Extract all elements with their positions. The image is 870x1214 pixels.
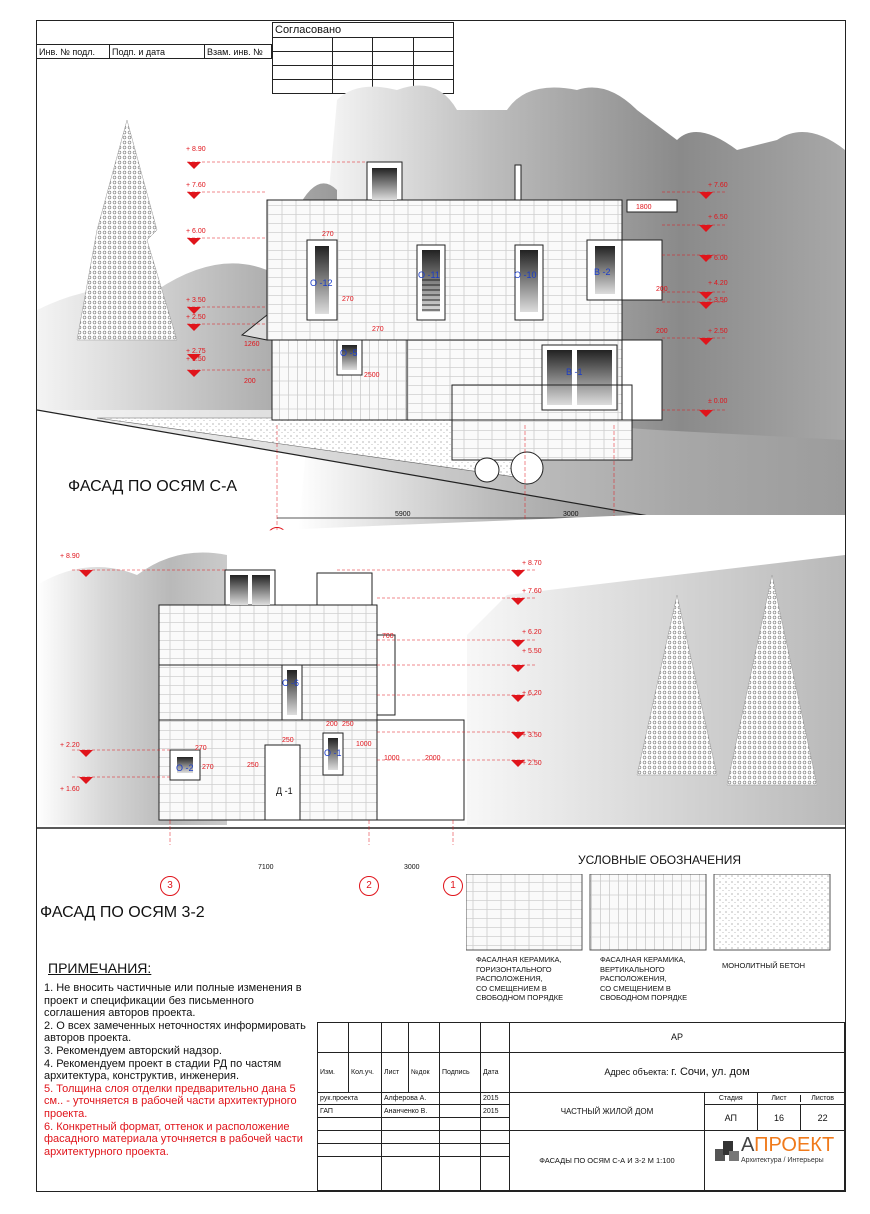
legend-item-1: ФАСАЛНАЯ КЕРАМИКА, ВЕРТИКАЛЬНОГО РАСПОЛОЖЕНИЯ, СО СМЕЩЕНИЕМ В СВОБОДНОМ ПОРЯДКЕ [600,955,688,1002]
dim-top-5: 2500 [364,372,380,379]
note-1: 1. Не вносить частичные или полные изменения в проект и спецификации без письменного соглашения авторов проекта. [44,982,302,1020]
dim-top-3000: 3000 [563,511,579,518]
level-left-1: + 7.60 [186,182,206,189]
tb-stage-v2: 22 [817,1112,828,1123]
dim-top-1: 270 [342,296,354,303]
note-3: 3. Рекомендуем авторский надзор. [44,1044,222,1057]
tb-h-doc: №док [409,1052,440,1092]
b-level-right-1: + 7.60 [522,588,542,595]
window-o10: О -10 [514,270,537,280]
notes-title: ПРИМЕЧАНИЯ: [48,960,152,976]
tb-h-kol: Кол.уч. [349,1052,382,1092]
axis-2: 2 [359,876,379,896]
window-o5: О -5 [340,348,358,358]
level-left-6: + 1.50 [186,356,206,363]
note-4: 4. Рекомендуем проект в стадии РД по частям архитектура, конструктив, инженерия. [44,1057,282,1083]
stamp-col-sign: Подп. и дата [110,45,205,59]
window-o2: О -2 [176,763,194,773]
dim-top-0: 270 [322,231,334,238]
tb-building: ЧАСТНЫЙ ЖИЛОЙ ДОМ [510,1092,705,1130]
tb-h-list: Лист [382,1052,409,1092]
window-v1: В -1 [566,367,583,377]
window-o11: О -11 [418,270,440,280]
dim-top-7: 200 [656,328,668,335]
level-right-5: + 2.50 [708,328,728,335]
window-v2: В -2 [594,267,611,277]
dim-bottom-7100: 7100 [258,864,274,871]
b-level-right-6: + 2.50 [522,760,542,767]
level-left-2: + 6.00 [186,228,206,235]
tb-stage-v0: АП [705,1105,758,1131]
dim-bottom-3000: 3000 [404,864,420,871]
b-dim-6: 270 [202,764,214,771]
axis-1: 1 [443,876,463,896]
dim-top-5900: 5900 [395,511,411,518]
tb-h-date: Дата [481,1052,510,1092]
tb-sheet-title: ФАСАДЫ ПО ОСЯМ С-А И 3-2 М 1:100 [510,1131,705,1191]
b-dim-3: 250 [282,737,294,744]
tb-stage-h1: Лист [758,1095,801,1102]
b-level-left-0: + 8.90 [60,553,80,560]
level-left-4: + 2.50 [186,314,206,321]
b-level-right-3: + 5.50 [522,648,542,655]
b-dim-9: 2000 [425,755,441,762]
window-o1: О -1 [324,748,342,758]
level-left-0: + 8.90 [186,146,206,153]
b-dim-5: 270 [195,745,207,752]
note-6: 6. Конкретный формат, оттенок и расположение фасадного материала уточняется в рабочей части архитектурного проекта. [44,1120,303,1158]
b-level-right-4: + 6.20 [522,690,542,697]
dim-top-6: 200 [656,286,668,293]
logo-text-a: А [741,1134,755,1157]
stamp-col-inv: Инв. № подл. [37,45,110,59]
b-level-left-2: + 1.60 [60,786,80,793]
tb-stage-h0: Стадия [705,1092,758,1105]
level-right-0: + 7.60 [708,182,728,189]
facade-top-title: ФАСАД ПО ОСЯМ С-А [68,478,238,495]
b-level-right-5: + 3.50 [522,732,542,739]
logo-text [741,1134,834,1156]
agreed-label: Согласовано [273,23,454,38]
legend-item-0: ФАСАЛНАЯ КЕРАМИКА, ГОРИЗОНТАЛЬНОГО РАСПОЛОЖЕНИЯ, СО СМЕЩЕНИЕМ В СВОБОДНОМ ПОРЯДКЕ [476,955,564,1002]
b-dim-0: 700 [382,633,394,640]
level-right-3: + 4.20 [708,280,728,287]
door-d1: Д -1 [276,786,293,796]
tb-logo [705,1131,845,1191]
tb-code: АР [510,1023,845,1053]
tb-stage-h2: Листов [811,1094,835,1102]
dim-top-4: 200 [244,378,256,385]
b-dim-7: 1000 [356,741,372,748]
b-dim-1: 200 [326,721,338,728]
b-level-left-1: + 2.20 [60,742,80,749]
legend-item-2: МОНОЛИТНЫЙ БЕТОН [722,961,806,970]
b-dim-2: 250 [342,721,354,728]
window-s6: С -6 [282,678,300,688]
facade-bottom-title: ФАСАД ПО ОСЯМ 3-2 [40,904,205,921]
tb-date-1: 2015 [481,1105,510,1118]
tb-stage-v1: 16 [758,1105,801,1130]
dim-top-2: 270 [372,326,384,333]
level-right-1: + 6.50 [708,214,728,221]
tb-address-value: г. Сочи, ул. дом [671,1066,750,1079]
logo-text-b: ПРОЕКТ [754,1134,835,1157]
logo-mark-icon [715,1137,741,1163]
tb-address [510,1052,845,1092]
b-dim-8: 1000 [384,755,400,762]
axis-3: 3 [160,876,180,896]
level-right-4: + 3.50 [708,297,728,304]
legend-swatches [466,874,832,952]
dim-top-8: 1800 [636,204,652,211]
notes-block [44,982,316,1158]
tb-name-0: Алферова А. [382,1092,440,1105]
note-5: 5. Толщина слоя отделки предварительно дана 5 см.. - уточняется в рабочей части архитектурного проекта. [44,1082,297,1120]
tb-address-label: Адрес объекта: [604,1067,669,1078]
window-o12: О -12 [310,278,333,288]
level-left-3: + 3.50 [186,297,206,304]
tb-role-0: рук.проекта [318,1092,382,1105]
b-level-right-0: + 8.70 [522,560,542,567]
b-dim-4: 250 [247,762,259,769]
tb-h-izm: Изм. [318,1052,349,1092]
note-2: 2. О всех замеченных неточностях информировать авторов проекта. [44,1019,306,1045]
level-right-2: + 6.00 [708,255,728,262]
stamp-col-replace: Взам. инв. № [205,45,272,59]
tb-date-0: 2015 [481,1092,510,1105]
title-block [317,1022,845,1191]
level-right-6: ± 0.00 [708,398,728,405]
b-level-right-2: + 6.20 [522,629,542,636]
dim-top-3: 1260 [244,341,260,348]
tb-h-sign: Подпись [440,1052,481,1092]
tb-role-1: ГАП [318,1105,382,1118]
level-left-5: + 2.75 [186,348,206,355]
tb-name-1: Ананченко В. [382,1105,440,1118]
legend-title: УСЛОВНЫЕ ОБОЗНАЧЕНИЯ [578,853,742,867]
facade-bottom-drawing [37,515,845,845]
logo-sub: Архитектура / Интерьеры [741,1157,824,1165]
